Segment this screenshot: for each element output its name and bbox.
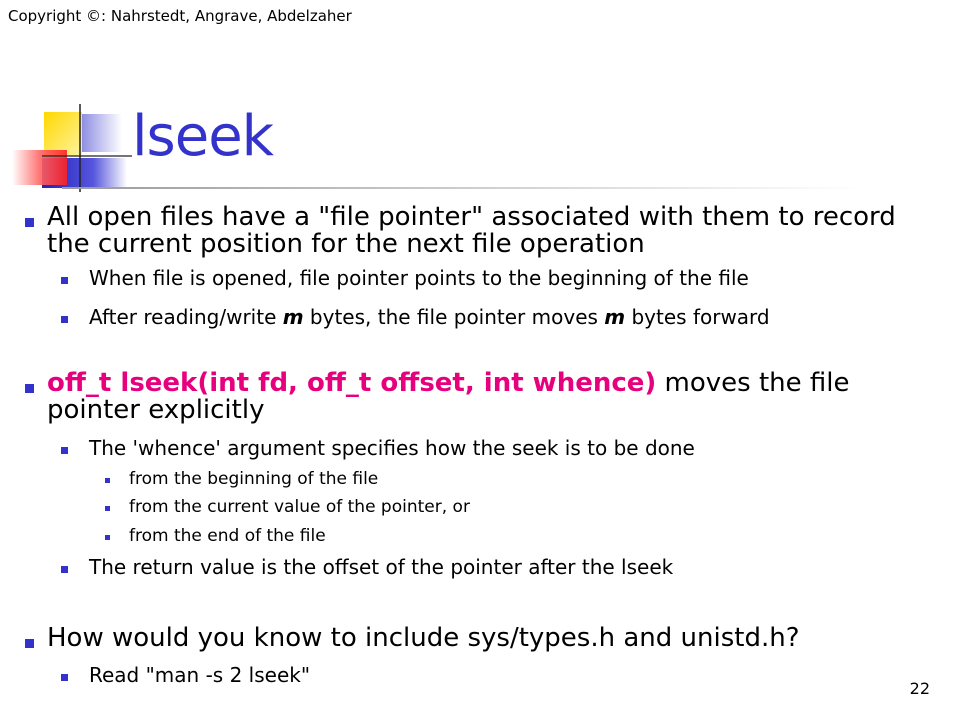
bullet-include-question: How would you know to include sys/types.h and unistd.h? (47, 625, 907, 652)
bullet-marker (61, 447, 68, 454)
bullet-marker (25, 218, 34, 227)
title-divider (62, 187, 862, 189)
bullet-return-value: The return value is the offset of the pointer after the lseek (89, 555, 889, 579)
bullet-marker (105, 535, 110, 540)
bullet-whence: The 'whence' argument specifies how the seek is to be done (89, 436, 889, 460)
page-number: 22 (909, 679, 930, 698)
bullet-from-beginning: from the beginning of the file (129, 468, 889, 490)
bullet-file-pointer: All open files have a "file pointer" associated with them to record the current position for the next file operation (47, 204, 907, 258)
bullet-file-opened: When file is opened, file pointer points to the beginning of the file (89, 266, 889, 290)
bullet-marker (61, 316, 68, 323)
slide-title: lseek (132, 104, 274, 169)
bullet-read-man: Read "man -s 2 lseek" (89, 663, 889, 687)
decorative-squares-logo (12, 100, 137, 195)
copyright-notice: Copyright ©: Nahrstedt, Angrave, Abdelzaher (8, 7, 352, 25)
bullet-from-current: from the current value of the pointer, or (129, 496, 889, 518)
bullet-from-end: from the end of the file (129, 525, 889, 547)
bullet-marker (25, 639, 34, 648)
bullet-lseek-signature: off_t lseek(int fd, off_t offset, int whence) moves the file pointer explicitly (47, 370, 907, 424)
bullet-marker (61, 277, 68, 284)
bullet-marker (61, 674, 68, 681)
bullet-marker (105, 478, 110, 483)
bullet-marker (25, 384, 34, 393)
bullet-after-reading: After reading/write m bytes, the file pointer moves m bytes forward (89, 305, 889, 329)
bullet-marker (105, 506, 110, 511)
function-signature: off_t lseek(int fd, off_t offset, int whence) (47, 368, 657, 398)
bullet-marker (61, 566, 68, 573)
